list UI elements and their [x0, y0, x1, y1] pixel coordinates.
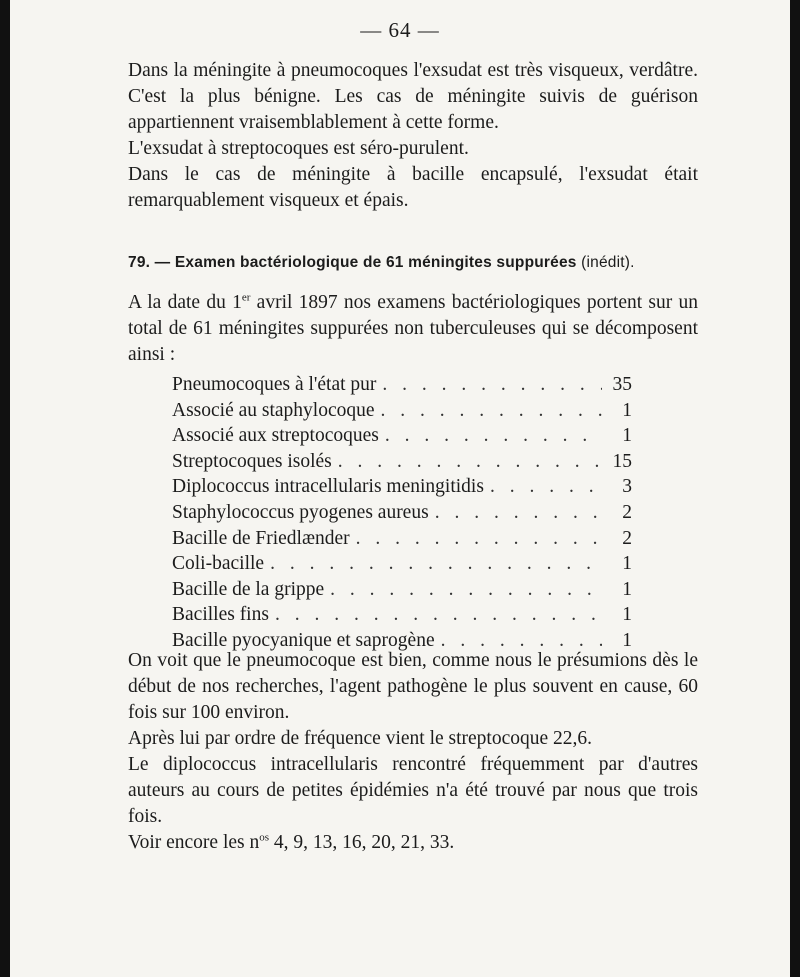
results-table — [172, 372, 632, 654]
leader-dots — [330, 577, 602, 603]
scan-edge-left — [0, 0, 10, 977]
row-count: 1 — [622, 399, 632, 421]
intro-paragraph-1: Dans la méningite à pneumocoques l'exsudat est très visqueux, verdâtre. C'est la plus bénigne. Les cas de méningite suivis de guérison appartiennent vraisemblablement à cette forme. — [128, 60, 698, 133]
row-label: Bacilles fins — [172, 604, 269, 626]
lead-paragraph — [128, 290, 698, 368]
row-count: 15 — [612, 450, 632, 472]
lead-text-end: avril 1897 nos examens bactériologiques portent sur un total de 61 méningites suppurées non tuberculeuses qui se décomposent ainsi : — [128, 292, 698, 365]
leader-dots — [382, 372, 602, 398]
row-label: Associé aux streptocoques — [172, 425, 379, 447]
row-count: 2 — [622, 501, 632, 523]
row-count: 1 — [622, 553, 632, 575]
row-count: 3 — [622, 476, 632, 498]
intro-section — [128, 58, 698, 214]
table-row — [172, 474, 632, 500]
lead-superscript: er — [241, 291, 251, 304]
table-row — [172, 526, 632, 552]
page-number: — 64 — — [360, 18, 440, 42]
leader-dots — [270, 551, 602, 577]
intro-paragraph-2: L'exsudat à streptocoques est séro-purulent. — [128, 138, 469, 159]
section-number: 79. — [128, 254, 151, 271]
row-count: 2 — [622, 527, 632, 549]
table-row — [172, 372, 632, 398]
leader-dots — [490, 474, 602, 500]
see-also-superscript: os — [259, 831, 270, 844]
row-label: Pneumocoques à l'état pur — [172, 374, 377, 395]
table-row — [172, 423, 632, 449]
table-row — [172, 398, 632, 424]
section-heading — [128, 254, 728, 272]
leader-dots — [338, 449, 602, 475]
row-label: Staphylococcus pyogenes aureus — [172, 501, 429, 523]
row-count: 1 — [622, 578, 632, 600]
closing-section — [128, 648, 698, 856]
row-count: 35 — [612, 374, 632, 395]
row-label: Bacille pyocyanique et saprogène — [172, 629, 435, 651]
row-label: Bacille de la grippe — [172, 578, 325, 600]
row-label: Streptocoques isolés — [172, 450, 332, 472]
section-title: Examen bactériologique de 61 méningites suppurées — [174, 254, 577, 271]
see-also-text-start: Voir encore les n — [128, 832, 260, 853]
leader-dots — [356, 526, 602, 552]
intro-paragraph-3: Dans le cas de méningite à bacille encapsulé, l'exsudat était remarquablement visqueux et épais. — [128, 164, 698, 211]
scan-edge-right — [790, 0, 800, 977]
section-dash: — — [154, 254, 171, 271]
closing-paragraph-2: Après lui par ordre de fréquence vient le streptocoque 22,6. — [128, 728, 593, 749]
see-also-text-end: 4, 9, 13, 16, 20, 21, 33. — [269, 832, 455, 853]
see-also-paragraph — [128, 830, 698, 856]
table-row — [172, 577, 632, 603]
row-label: Diplococcus intracellularis meningitidis — [172, 476, 484, 498]
lead-section — [128, 290, 698, 368]
closing-paragraph-1: On voit que le pneumocoque est bien, comme nous le présumions dès le début de nos recherches, l'agent pathogène le plus souvent en cause, 60 fois sur 100 environ. — [128, 650, 698, 723]
leader-dots — [381, 398, 602, 424]
row-label: Coli-bacille — [172, 553, 265, 575]
leader-dots — [275, 602, 602, 628]
table-row — [172, 551, 632, 577]
row-count: 1 — [622, 604, 632, 626]
section-note: (inédit). — [581, 254, 635, 271]
table-row — [172, 500, 632, 526]
lead-text-start: A la date du 1 — [128, 292, 242, 313]
closing-paragraph-3: Le diplococcus intracellularis rencontré fréquemment par d'autres auteurs au cours de petites épidémies n'a été trouvé par nous que trois fois. — [128, 754, 698, 827]
row-label: Bacille de Friedlænder — [172, 527, 350, 549]
row-count: 1 — [622, 629, 632, 651]
row-count: 1 — [622, 425, 632, 447]
row-label: Associé au staphylocoque — [172, 399, 375, 421]
table-row — [172, 449, 632, 475]
leader-dots — [385, 423, 602, 449]
table-row — [172, 602, 632, 628]
leader-dots — [435, 500, 602, 526]
